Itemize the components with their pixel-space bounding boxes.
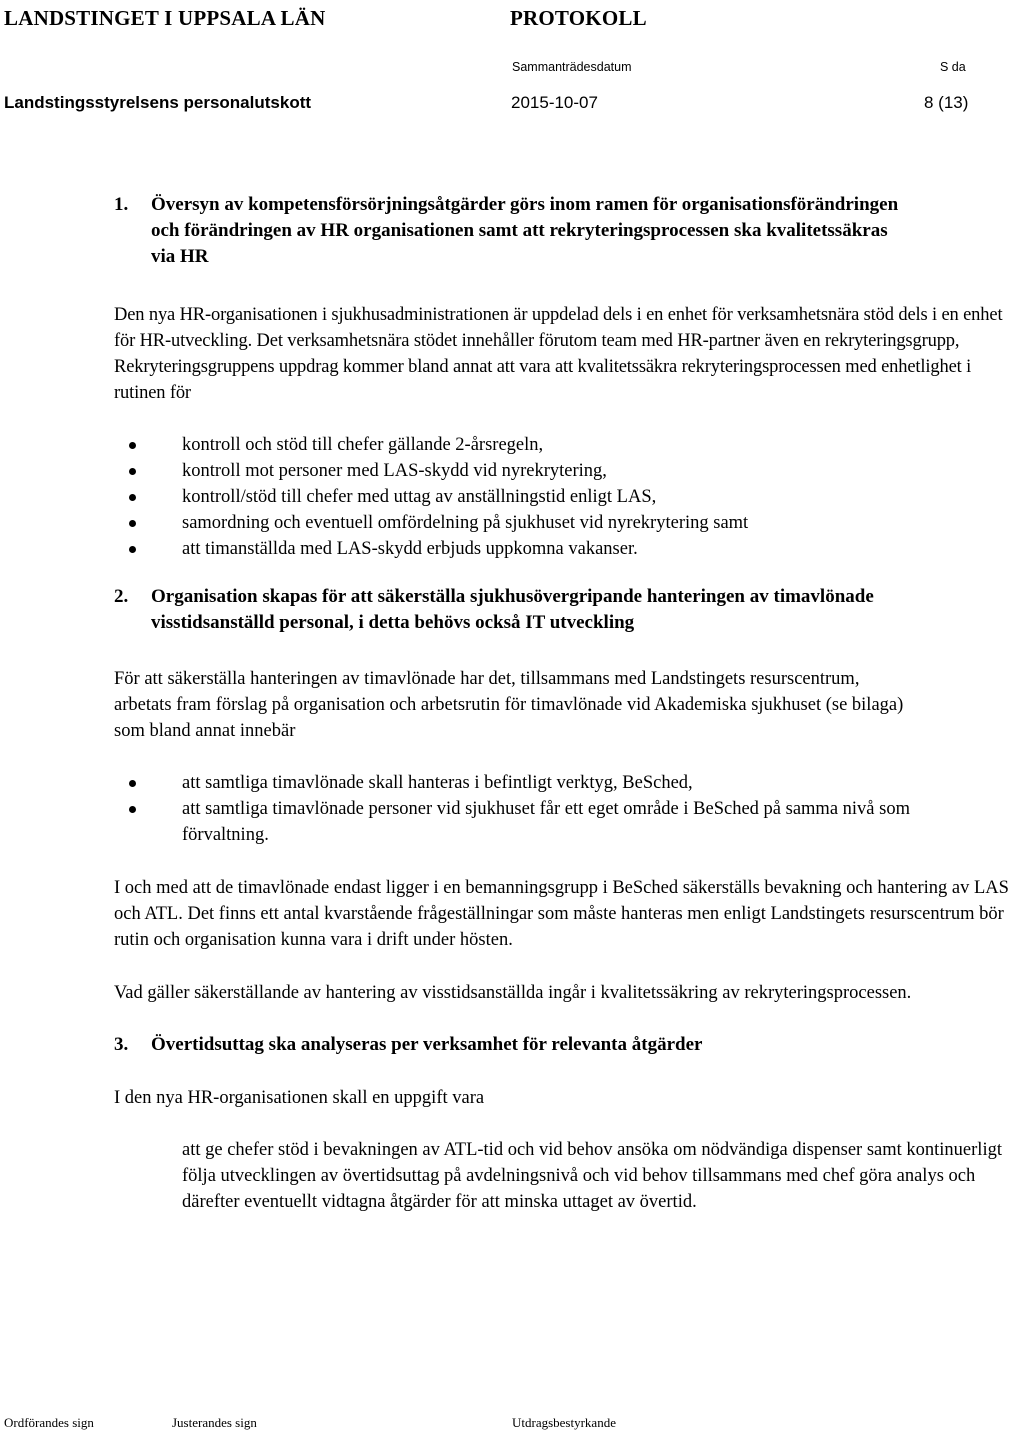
section-3-paragraph-1: I den nya HR-organisationen skall en uppgift vara — [114, 1088, 485, 1108]
list-item: kontroll mot personer med LAS-skydd vid nyrekrytering, — [114, 458, 1024, 484]
list-item: kontroll/stöd till chefer med uttag av anställningstid enligt LAS, — [114, 484, 1024, 510]
bullet-icon — [129, 494, 136, 501]
bullet-icon — [129, 546, 136, 553]
protocol-body — [114, 192, 1024, 1215]
bullet-icon — [129, 442, 136, 449]
section-2-paragraph-3: Vad gäller säkerställande av hantering av visstidsanställda ingår i kvalitetssäkring av rekryteringsprocessen. — [114, 983, 912, 1003]
section-1-heading — [114, 192, 914, 270]
section-3-indented-paragraph: att ge chefer stöd i bevakningen av ATL-tid och vid behov ansöka om nödvändiga dispenser samt kontinuerligt följa utvecklingen av övertidsuttag på avdelningsnivå och vid behov tillsammans med chef göra analys och därefter eventuellt vidtagna åtgärder för att minska uttaget av övertid. — [182, 1140, 1002, 1212]
bullet-icon — [129, 468, 136, 475]
organization-name: LANDSTINGET I UPPSALA LÄN — [4, 6, 326, 30]
section-2-paragraph-1: För att säkerställa hanteringen av timavlönade har det, tillsammans med Landstingets resurscentrum, arbetats fram förslag på organisation och arbetsrutin för timavlönade vid Akademiska sjukhuset (se bilaga) som bland annat innebär — [114, 669, 904, 741]
list-item: samordning och eventuell omfördelning på sjukhuset vid nyrekrytering samt — [114, 510, 1024, 536]
extract-certification-label: Utdragsbestyrkande — [512, 1415, 616, 1430]
bullet-icon — [129, 806, 136, 813]
chair-signature-label: Ordförandes sign — [4, 1415, 94, 1430]
section-2-heading — [114, 584, 944, 636]
section-2-title: Organisation skapas för att säkerställa sjukhusövergripande hanteringen av timavlönade visstidsanställd personal, i detta behövs också IT utveckling — [151, 586, 874, 633]
date-label: Sammanträdesdatum — [512, 60, 632, 74]
section-2-paragraph-2: I och med att de timavlönade endast ligger i en bemanningsgrupp i BeSched säkerställs bevakning och hantering av LAS och ATL. Det finns ett antal kvarstående frågeställningar som måste hanteras men enligt Landstingets resurscentrum bör rutin och organisation kunna vara i drift under hösten. — [114, 878, 1009, 950]
section-1-paragraph: Den nya HR-organisationen i sjukhusadministrationen är uppdelad dels i en enhet för verksamhetsnära stöd dels i en enhet för HR-utveckling. Det verksamhetsnära stödet innehåller förutom team med HR-partner även en rekryteringsgrupp, Rekryteringsgruppens uppdrag kommer bland annat att vara att kvalitetssäkra rekryteringsprocessen med enhetlighet i rutinen för — [114, 305, 1003, 403]
section-1-number: 1. — [114, 194, 129, 215]
bullet-icon — [129, 520, 136, 527]
committee-name: Landstingsstyrelsens personalutskott — [4, 93, 312, 112]
list-item: att samtliga timavlönade personer vid sjukhuset får ett eget område i BeSched på samma nivå som förvaltning. — [114, 796, 962, 848]
page-number: 8 (13) — [924, 93, 969, 112]
adjuster-signature-label: Justerandes sign — [172, 1415, 257, 1430]
bullet-icon — [129, 780, 136, 787]
section-3-number: 3. — [114, 1034, 129, 1055]
list-item: att timanställda med LAS-skydd erbjuds uppkomna vakanser. — [114, 536, 1024, 562]
section-3-heading — [114, 1032, 944, 1058]
meeting-date: 2015-10-07 — [511, 93, 598, 112]
section-2-bullet-list — [114, 770, 1024, 848]
list-item: kontroll och stöd till chefer gällande 2-årsregeln, — [114, 432, 1024, 458]
section-2-number: 2. — [114, 586, 129, 607]
section-1-title: Översyn av kompetensförsörjningsåtgärder görs inom ramen för organisationsförändringen och förändringen av HR organisationen samt att rekryteringsprocessen ska kvalitetssäkras via HR — [151, 194, 899, 267]
list-item: att samtliga timavlönade skall hanteras i befintligt verktyg, BeSched, — [114, 770, 1024, 796]
document-type: PROTOKOLL — [510, 6, 647, 30]
page-label: S da — [940, 60, 966, 74]
section-3-title: Övertidsuttag ska analyseras per verksamhet för relevanta åtgärder — [151, 1034, 703, 1055]
section-1-bullet-list — [114, 432, 1024, 562]
